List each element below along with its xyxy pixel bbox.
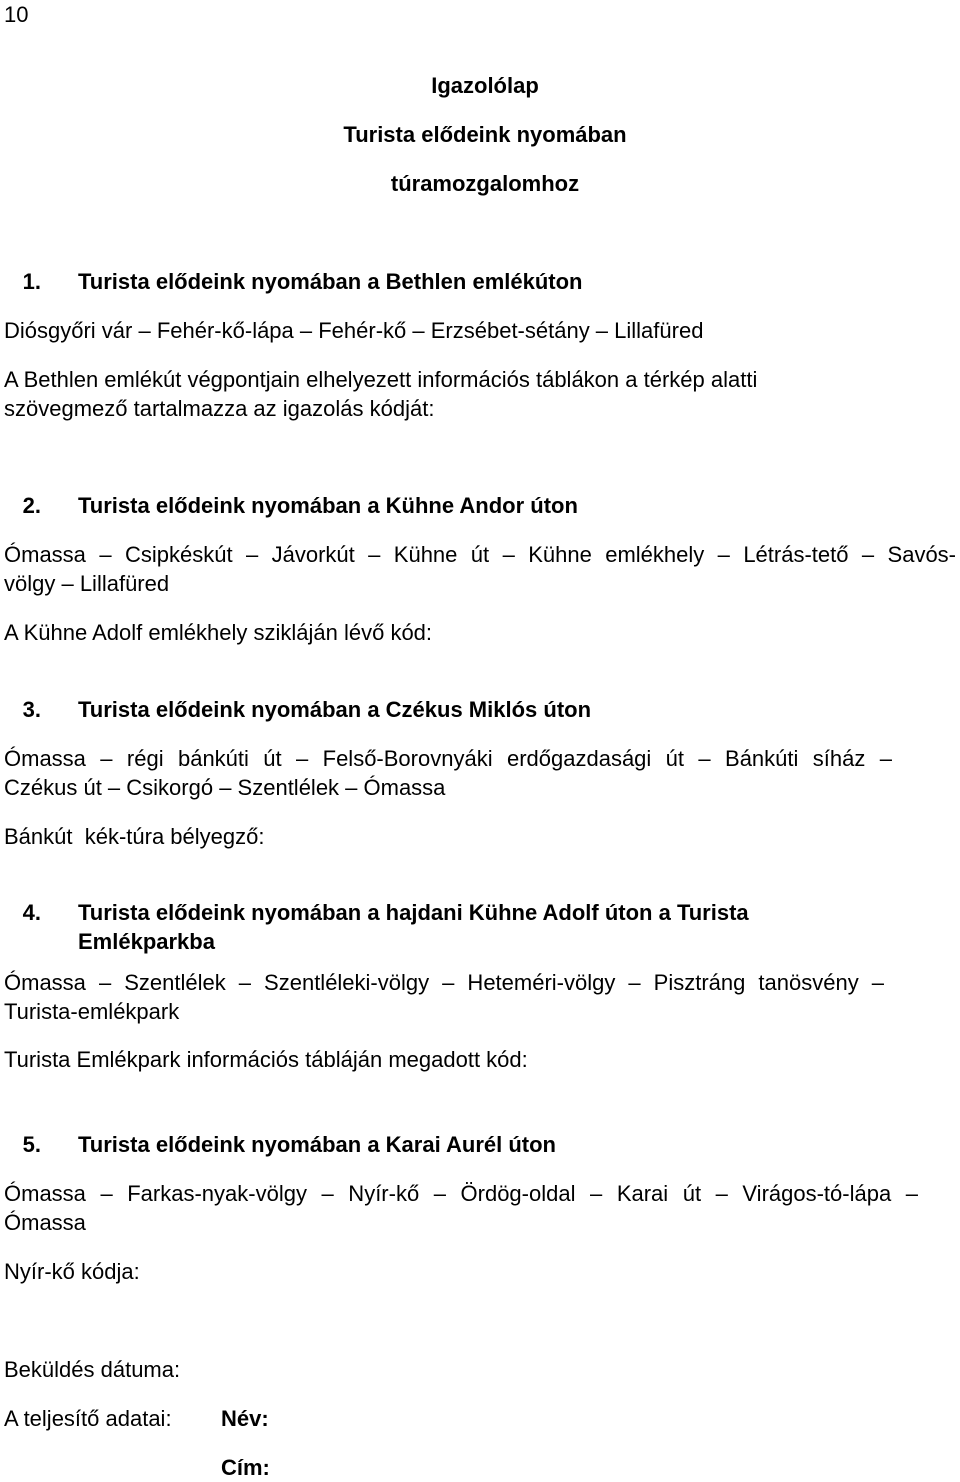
route-description-line-2: Turista-emlékpark (4, 999, 180, 1024)
code-prompt: Turista Emlékpark információs tábláján megadott kód: (4, 1047, 528, 1072)
section-heading-text: Turista elődeink nyomában a Kühne Andor úton (78, 493, 578, 518)
page-number: 10 (4, 2, 29, 27)
submission-date-label: Beküldés dátuma: (4, 1357, 181, 1382)
section-heading-text: Turista elődeink nyomában a Czékus Miklós úton (78, 697, 592, 722)
section-heading (4, 695, 591, 724)
name-label: Név: (221, 1406, 269, 1431)
submitter-data-label: A teljesítő adatai: (4, 1406, 172, 1431)
route-description-line-1: Ómassa – régi bánkúti út – Felső-Borovnyáki erdőgazdasági út – Bánkúti síház – (4, 746, 892, 771)
section-number: 1. (22, 269, 41, 294)
code-prompt: A Kühne Adolf emlékhely szikláján lévő kód: (4, 620, 433, 645)
section-number: 2. (22, 493, 41, 518)
route-description-line-1: Ómassa – Farkas-nyak-völgy – Nyír-kő – Ördög-oldal – Karai út – Virágos-tó-lápa – (4, 1181, 918, 1206)
title-line-2: Turista elődeink nyomában (343, 122, 627, 147)
route-description-line-1: Ómassa – Csipkéskút – Jávorkút – Kühne út – Kühne emlékhely – Létrás-tető – Savós- (4, 542, 956, 567)
section-heading (4, 898, 749, 927)
section-heading-continuation: Emlékparkba (78, 929, 215, 954)
section-heading (4, 267, 582, 296)
section-number: 5. (22, 1132, 41, 1157)
section-heading (4, 1130, 556, 1159)
title-line-3: túramozgalomhoz (390, 171, 580, 196)
route-description-line-2: Czékus út – Csikorgó – Szentlélek – Ómassa (4, 775, 446, 800)
code-instruction-line-1: A Bethlen emlékút végpontjain elhelyezett információs táblákon a térkép alatti (4, 367, 758, 392)
code-prompt: Bánkút kék-túra bélyegző: (4, 824, 265, 849)
route-description-line-1: Ómassa – Szentlélek – Szentléleki-völgy – Heteméri-völgy – Pisztráng tanösvény – (4, 970, 884, 995)
code-instruction-line-2: szövegmező tartalmazza az igazolás kódját: (4, 396, 435, 421)
section-number: 3. (22, 697, 41, 722)
route-description-line-2: Ómassa (4, 1210, 86, 1235)
section-heading (4, 491, 578, 520)
code-prompt: Nyír-kő kódja: (4, 1259, 140, 1284)
route-description: Diósgyőri vár – Fehér-kő-lápa – Fehér-kő – Erzsébet-sétány – Lillafüred (4, 318, 704, 343)
section-heading-text: Turista elődeink nyomában a hajdani Kühne Adolf úton a Turista (78, 900, 749, 925)
title-line-1: Igazolólap (431, 73, 539, 98)
section-heading-text: Turista elődeink nyomában a Karai Aurél úton (78, 1132, 556, 1157)
section-number: 4. (22, 900, 41, 925)
address-label: Cím: (221, 1455, 270, 1480)
section-heading-text: Turista elődeink nyomában a Bethlen emlékúton (78, 269, 583, 294)
route-description-line-2: völgy – Lillafüred (4, 571, 170, 596)
